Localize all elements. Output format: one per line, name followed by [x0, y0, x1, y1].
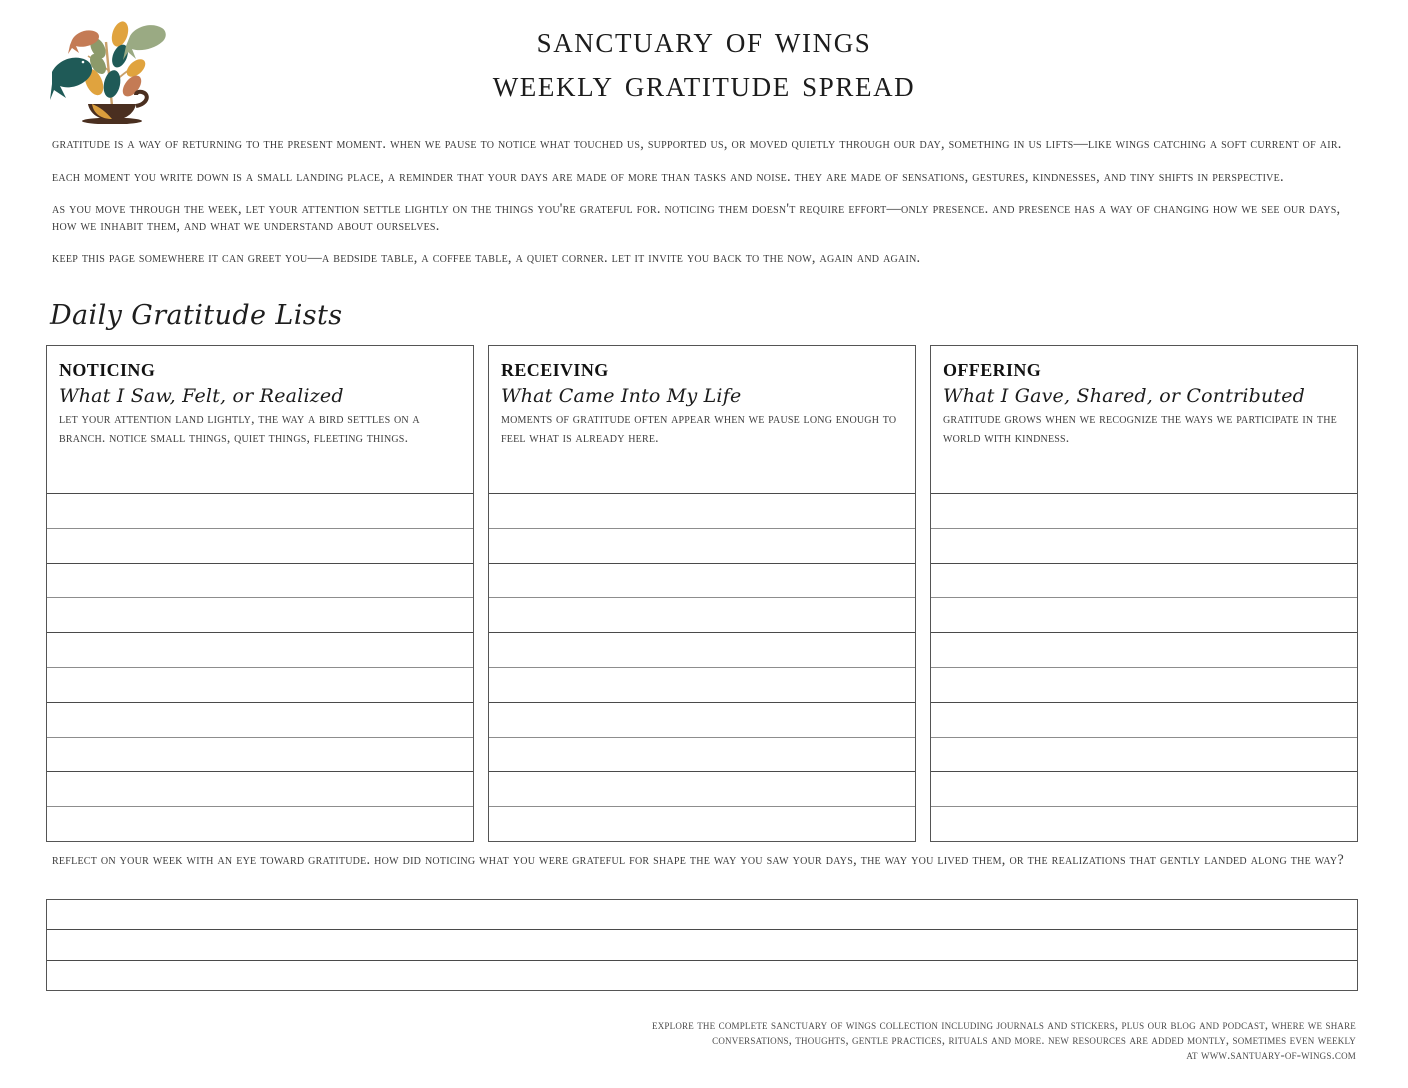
column-header [489, 346, 915, 493]
writing-line[interactable] [489, 632, 915, 667]
gratitude-column-offering [930, 345, 1358, 842]
writing-lines [931, 493, 1357, 841]
page-subtitle: weekly gratitude spread [492, 62, 916, 106]
writing-line[interactable] [489, 806, 915, 841]
intro-paragraph: each moment you write down is a small landing place, a reminder that your days are made of more than tasks and noise. they are made of sensations, gestures, kindnesses, and tiny shifts in perspective. [52, 168, 1284, 185]
writing-line[interactable] [931, 667, 1357, 702]
writing-line[interactable] [47, 702, 473, 737]
page-header [0, 0, 1408, 126]
writing-line[interactable] [489, 667, 915, 702]
column-title: noticing [59, 355, 156, 382]
title-block [0, 18, 1408, 107]
intro-paragraph: gratitude is a way of returning to the present moment. when we pause to notice what touched us, supported us, or moved quietly through our day, something in us lifts—like wings catching a soft current of air. [52, 136, 1342, 152]
footer-line: conversations, thoughts, gentle practices, rituals and more. new resources are added montly, sometimes even weekly [712, 1033, 1356, 1048]
writing-lines [489, 493, 915, 841]
writing-line[interactable] [931, 563, 1357, 598]
writing-line[interactable] [931, 528, 1357, 563]
writing-lines [47, 493, 473, 841]
page-footer [0, 1018, 1356, 1063]
page-title: sanctuary of wings [536, 18, 872, 61]
writing-line[interactable] [489, 493, 915, 528]
writing-line[interactable] [489, 702, 915, 737]
intro-paragraph: keep this page somewhere it can greet you—a bedside table, a coffee table, a quiet corner. let it invite you back to the now, again and again. [52, 250, 921, 267]
writing-line[interactable] [931, 632, 1357, 667]
gratitude-columns [46, 345, 1358, 842]
column-subtitle: What Came Into My Life [501, 385, 742, 407]
column-description: gratitude grows when we recognize the ways we participate in the world with kindness. [943, 410, 1337, 445]
writing-line[interactable] [489, 737, 915, 772]
writing-line[interactable] [489, 771, 915, 806]
column-title: offering [943, 355, 1042, 382]
footer-line: at www.santuary-of-wings.com [1186, 1048, 1356, 1063]
column-header [47, 346, 473, 493]
column-title: receiving [501, 355, 609, 382]
writing-line[interactable] [47, 563, 473, 598]
writing-line[interactable] [931, 597, 1357, 632]
column-description: moments of gratitude often appear when we pause long enough to feel what is already here. [501, 410, 897, 445]
writing-line[interactable] [47, 632, 473, 667]
daily-gratitude-lists-heading: Daily Gratitude Lists [50, 300, 343, 331]
column-subtitle: What I Gave, Shared, or Contributed [943, 385, 1306, 407]
writing-line[interactable] [47, 528, 473, 563]
writing-line[interactable] [931, 737, 1357, 772]
intro-text [52, 136, 1356, 267]
intro-paragraph: as you move through the week, let your attention settle lightly on the things you're grateful for. noticing them doesn't require effort—only presence. and presence has a way of changing how we see our days, how we inhabit them, and what we understand about ourselves. [52, 201, 1341, 234]
writing-line[interactable] [489, 597, 915, 632]
writing-line[interactable] [931, 771, 1357, 806]
reflection-box [46, 899, 1358, 991]
writing-line[interactable] [931, 806, 1357, 841]
writing-line[interactable] [931, 493, 1357, 528]
reflection-line[interactable] [47, 929, 1357, 959]
writing-line[interactable] [47, 737, 473, 772]
reflection-line[interactable] [47, 900, 1357, 929]
column-subtitle: What I Saw, Felt, or Realized [59, 385, 344, 407]
reflection-line[interactable] [47, 960, 1357, 990]
footer-line: explore the complete sanctuary of wings collection including journals and stickers, plus our blog and podcast, where we share [652, 1018, 1356, 1032]
writing-line[interactable] [489, 528, 915, 563]
writing-line[interactable] [931, 702, 1357, 737]
reflection-prompt: reflect on your week with an eye toward gratitude. how did noticing what you were grateful for shape the way you saw your days, the way you lived them, or the realizations that gently landed along the way? [52, 852, 1344, 868]
writing-line[interactable] [47, 667, 473, 702]
column-description: let your attention land lightly, the way a bird settles on a branch. notice small things, quiet things, fleeting things. [59, 410, 420, 445]
writing-line[interactable] [47, 597, 473, 632]
gratitude-column-noticing [46, 345, 474, 842]
writing-line[interactable] [47, 806, 473, 841]
writing-line[interactable] [47, 493, 473, 528]
writing-line[interactable] [489, 563, 915, 598]
column-header [931, 346, 1357, 493]
writing-line[interactable] [47, 771, 473, 806]
gratitude-column-receiving [488, 345, 916, 842]
